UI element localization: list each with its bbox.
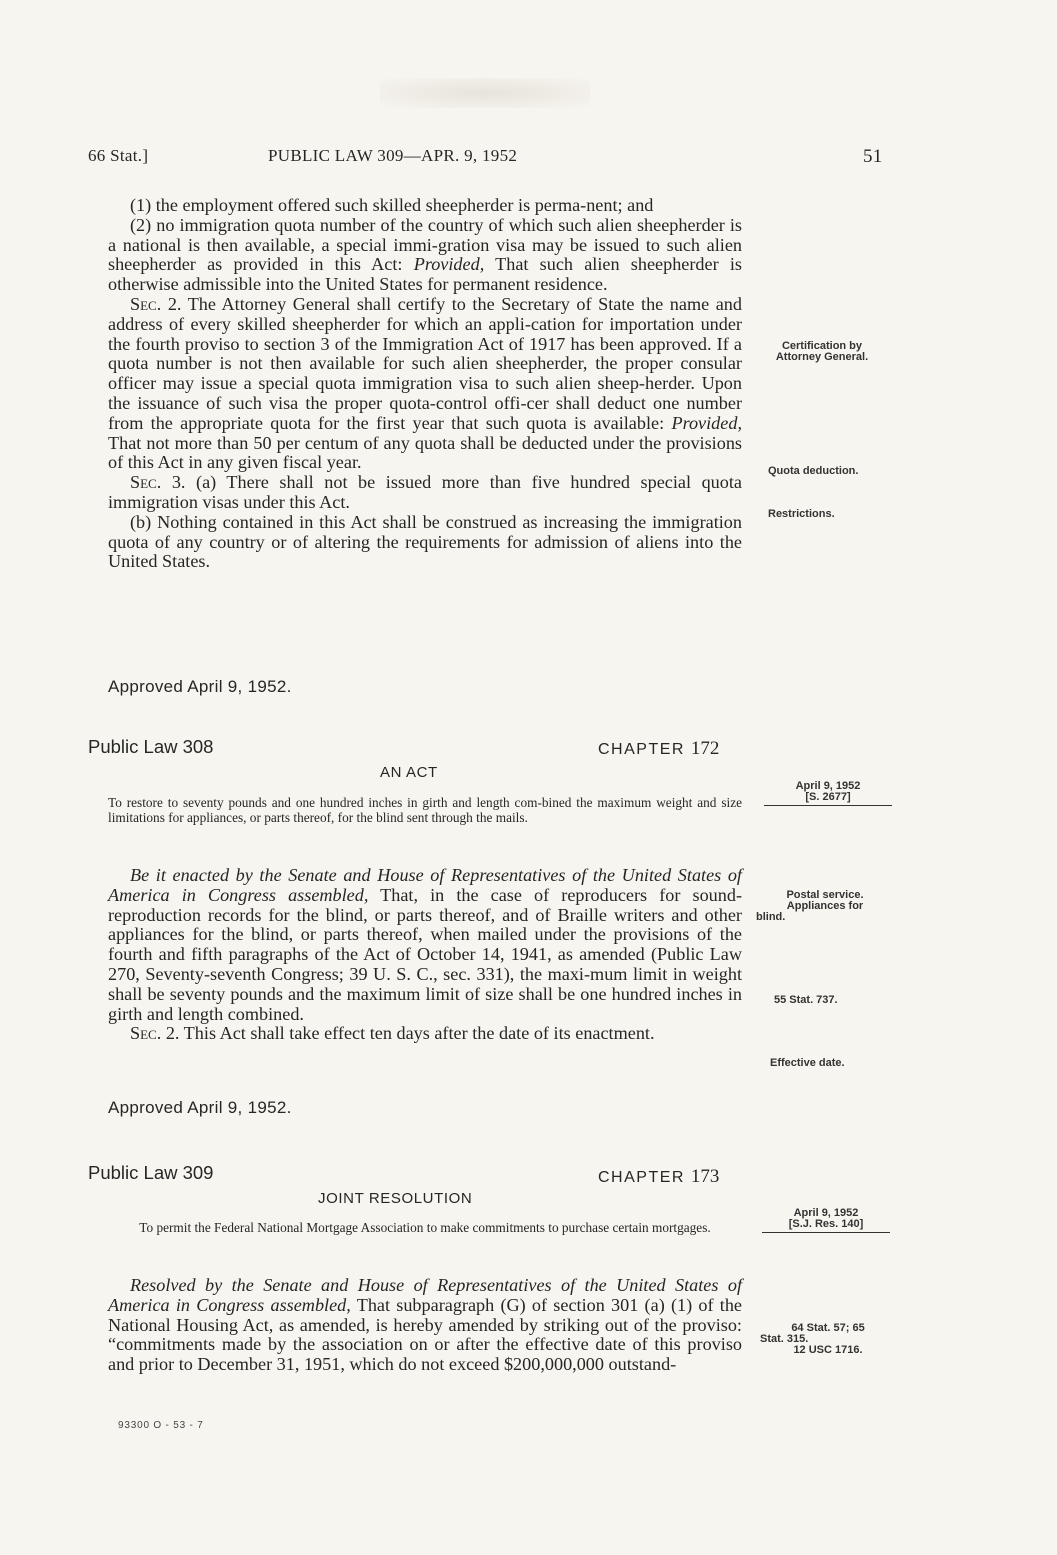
margin-note-certification: Certification by Attorney General.	[775, 340, 869, 363]
law-308-title: Public Law 308	[88, 736, 214, 757]
enacting-clause: Be it enacted by the Senate and House of Representatives of the United States of America in Congress assembled, That, in the case of reproducers for sound-reproduction records for the blind, or parts thereof, and of Braille writers and other appliances for the blind, or parts thereof, when mailed under the provisions of the fourth and fifth paragraphs of the Act of October 14, 1941, as amended (Public Law 270, Seventy-seventh Congress; 39 U. S. C., sec. 331), the maxi-mum limit in weight shall be seventy pounds and the maximum limit of size shall be one hundred inches in girth and length combined.	[108, 865, 742, 1024]
margin-note-restrictions: Restrictions.	[768, 508, 835, 520]
approved-line-2: Approved April 9, 1952.	[108, 1098, 292, 1117]
resolving-clause: Resolved by the Senate and House of Representatives of the United States of America in Congress assembled, That subparagraph (G) of section 301 (a) (1) of the National Housing Act, as amended, is hereby amended by striking out of the proviso: “commitments made by the association on or after the effective date of this proviso and prior to December 31, 1951, which do not exceed $200,000,000 outstand-	[108, 1275, 743, 1375]
margin-note-quota-deduction: Quota deduction.	[768, 465, 859, 477]
approval-stamp-308: April 9, 1952 [S. 2677]	[764, 781, 892, 806]
section-3a: Sec. 3. (a) There shall not be issued more than five hundred special quota immigration visas under this Act.	[108, 472, 742, 512]
law-308-chapter: CHAPTER 172	[598, 738, 720, 759]
law-308-kind: AN ACT	[380, 764, 438, 781]
continued-text-block	[108, 196, 742, 572]
print-code: 93300 O - 53 - 7	[118, 1420, 204, 1431]
header-title: PUBLIC LAW 309—APR. 9, 1952	[268, 146, 518, 165]
header-volume: 66 Stat.]	[88, 146, 149, 165]
law-309-title: Public Law 309	[88, 1162, 214, 1183]
margin-note-64-stat: 64 Stat. 57; 65 Stat. 315. 12 USC 1716.	[760, 1322, 865, 1356]
section-2: Sec. 2. The Attorney General shall certify to the Secretary of State the name and address of every skilled sheepherder for which an appli-cation for importation under the fourth proviso to section 3 of the Immigration Act of 1917 has been approved. If a quota number is not then available for such alien sheepherder, the proper consular officer may issue a special quota immigration visa to such alien sheep-herder. Upon the issuance of such visa the proper quota-control offi-cer shall deduct one number from the appropriate quota for the first year that such quota is available: Provided, That not more than 50 per centum of any quota shall be deducted under the provisions of this Act in any given fiscal year.	[108, 293, 742, 473]
margin-note-postal-service: Postal service. Appliances for blind.	[756, 889, 864, 923]
margin-note-55-stat: 55 Stat. 737.	[774, 994, 838, 1006]
law-308-section-2: Sec. 2. This Act shall take effect ten days after the date of its enactment.	[130, 1023, 655, 1044]
margin-note-effective-date: Effective date.	[770, 1057, 845, 1069]
approved-line-1: Approved April 9, 1952.	[108, 677, 292, 696]
paragraph-2: (2) no immigration quota number of the country of which such alien sheepherder is a national is then available, a special immi-gration visa may be issued to such alien sheepherder as provided in this Act: Provided, That such alien sheepherder is otherwise admissible into the United States for permanent residence.	[108, 214, 743, 295]
law-308-body	[108, 866, 742, 1044]
law-309-body	[108, 1276, 742, 1375]
law-308-purpose: To restore to seventy pounds and one hundred inches in girth and length com-bined the maximum weight and size limitations for appliances, or parts thereof, for the blind sent through the mails.	[108, 795, 742, 825]
paragraph-1: (1) the employment offered such skilled sheepherder is perma-nent; and	[130, 195, 654, 215]
law-309-purpose: To permit the Federal National Mortgage Association to make commitments to purchase certain mortgages.	[139, 1220, 711, 1235]
page-number: 51	[863, 146, 883, 167]
law-309-kind: JOINT RESOLUTION	[318, 1190, 473, 1207]
law-309-chapter: CHAPTER 173	[598, 1166, 720, 1187]
paper-smudge	[380, 78, 590, 108]
approval-stamp-309: April 9, 1952 [S.J. Res. 140]	[762, 1208, 890, 1233]
section-3b: (b) Nothing contained in this Act shall be construed as increasing the immigration quota of any country or of altering the requirements for admission of aliens into the United States.	[108, 511, 742, 572]
